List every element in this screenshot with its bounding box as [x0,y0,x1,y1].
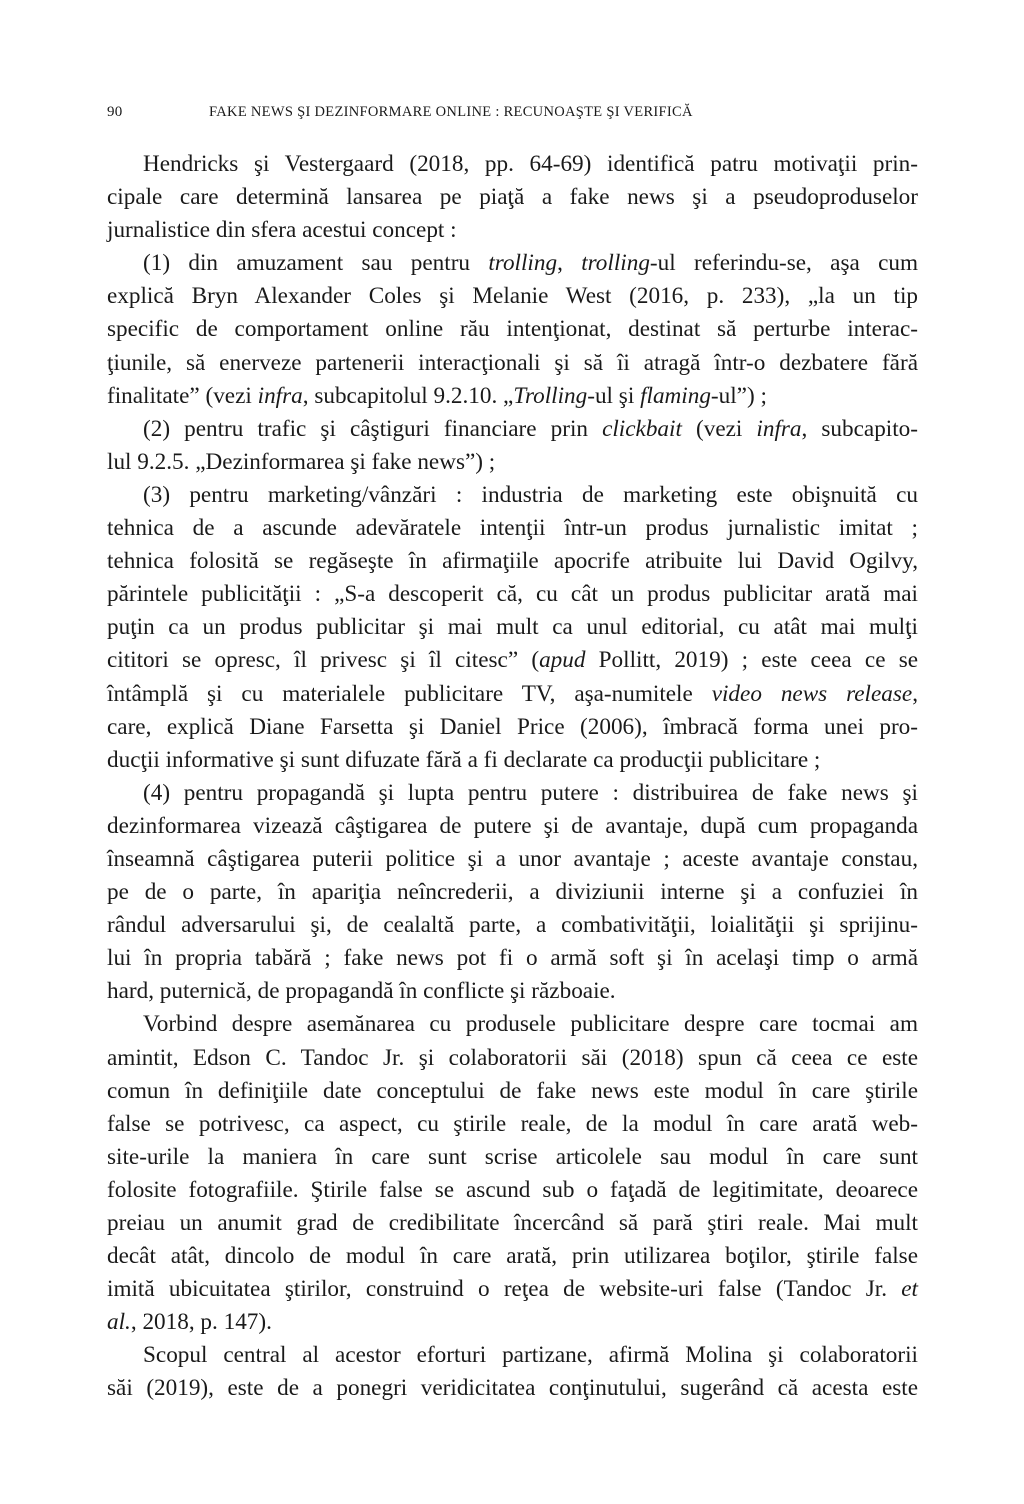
text-segment: , subcapito- [801,415,918,442]
text-segment: jurnalistice din sfera acestui concept : [107,217,457,244]
text-segment: Vorbind despre asemănarea cu produsele publicitare despre care tocmai am [143,1011,918,1038]
text-segment: explică Bryn Alexander Coles şi Melanie West (2016, p. 233), „la un tip [107,283,918,310]
text-line [107,1141,918,1174]
text-segment: comun în definiţiile date conceptului de fake news este modul în care ştirile [107,1077,918,1104]
text-segment: tehnica de a ascunde adevăratele intenţii într-un produs jurnalistic imitat ; [107,515,918,542]
text-line [107,1008,918,1041]
text-line [107,1042,918,1075]
text-line [107,181,918,214]
text-segment: , 2018, p. 147). [130,1309,272,1336]
text-segment: Pollitt, 2019) ; este ceea ce se [585,647,919,674]
page-number: 90 [107,104,123,120]
italic-term: infra [257,382,303,409]
text-line [107,1174,918,1207]
text-line [107,313,918,346]
text-line [107,247,918,280]
text-segment: (1) din amuzament sau pentru [143,250,489,277]
text-segment: tehnica folosită se regăseşte în afirmaţiile apocrife atribuite lui David Ogilvy, [107,548,918,575]
paragraph-intro [107,148,918,247]
paragraph-tandoc [107,1008,918,1339]
text-line [107,711,918,744]
italic-term: et [901,1276,918,1303]
text-segment: lui în propria tabără ; fake news pot fi o armă soft şi în acelaşi timp o armă [107,945,918,972]
page-body-text [107,148,918,1406]
italic-term: flaming [640,382,711,409]
text-line [107,280,918,313]
text-segment: preiau un anumit grad de credibilitate încercând să pară ştiri reale. Mai mult [107,1210,918,1236]
text-segment: întâmplă şi cu materialele publicitare TV, aşa-numitele [107,680,712,707]
text-line [107,644,918,677]
italic-term: apud [539,647,586,674]
text-line [107,1306,918,1339]
text-segment: săi (2019), este de a ponegri veridicitatea conţinutului, sugerând că acesta este [107,1375,918,1402]
text-line [107,347,918,380]
text-line [107,1372,918,1405]
text-line [107,744,918,777]
text-segment: finalitate” (vezi [107,382,258,409]
text-line [107,1108,918,1141]
text-segment: imită ubicuitatea ştirilor, construind o reţea de website-uri false (Tandoc Jr. [107,1276,902,1303]
italic-term: clickbait [602,415,682,442]
text-segment: dezinformarea vizează câştigarea de putere şi de avantaje, după cum propaganda [107,812,918,839]
italic-term: trolling [581,250,650,277]
text-segment: , [912,680,918,707]
text-line [107,578,918,611]
text-segment: specific de comportament online rău intenţionat, destinat să perturbe interac- [107,316,918,343]
text-line [107,678,918,711]
text-line [107,777,918,810]
text-segment: , subcapitolul 9.2.10. „ [302,382,514,409]
running-header [107,104,918,128]
text-segment: (4) pentru propagandă şi lupta pentru putere : distribuirea de fake news şi [143,779,918,806]
text-segment: cititori se opresc, îl privesc şi îl citesc” ( [107,647,540,674]
text-segment: (3) pentru marketing/vânzări : industria de marketing este obişnuită cu [143,481,918,508]
text-segment: site-urile la maniera în care sunt scrise articolele sau modul în care sunt [107,1143,918,1170]
text-line [107,876,918,909]
italic-term: trolling [488,250,558,277]
text-segment: , [557,250,582,277]
text-segment: Scopul central al acestor eforturi partizane, afirmă Molina şi colaboratorii [143,1342,918,1369]
text-segment: părintele publicităţii : „S-a descoperit că, cu cât un produs publicitar arată mai [107,581,918,608]
text-segment: hard, puternică, de propagandă în conflicte şi războaie. [107,978,616,1005]
paragraph-item-4 [107,777,918,1009]
text-segment: ducţii informative şi sunt difuzate fără a fi declarate ca producţii publicitare ; [107,746,821,773]
italic-term: infra [756,415,802,442]
text-segment: ţiunile, să enerveze partenerii interacţionali şi să îi atragă într-o dezbatere fără [107,349,918,376]
italic-term: Trolling [513,382,588,409]
text-segment: decât atât, dincolo de modul în care arată, prin utilizarea boţilor, ştirile false [107,1243,918,1270]
text-line [107,1240,918,1273]
text-segment: lul 9.2.5. „Dezinformarea şi fake news”) ; [107,448,496,475]
text-line [107,1339,918,1372]
text-segment: -ul”) ; [710,382,767,409]
text-segment: puţin ca un produs publicitar şi mai mult ca unul editorial, cu atât mai mulţi [107,614,918,641]
text-segment: pe de o parte, în apariţia neîncrederii, a diviziunii interne şi a confuziei în [107,879,918,906]
text-line [107,975,918,1008]
running-title: FAKE NEWS ŞI DEZINFORMARE ONLINE : RECUNOAŞTE ŞI VERIFICĂ [209,104,693,120]
text-line [107,611,918,644]
text-line [107,942,918,975]
text-line [107,545,918,578]
paragraph-item-1 [107,247,918,412]
text-line [107,1075,918,1108]
text-segment: folosite fotografiile. Ştirile false se ascund sub o faţadă de legitimitate, deoarece [107,1176,918,1203]
paragraph-molina [107,1339,918,1405]
text-segment: înseamnă câştigarea puterii politice şi a unor avantaje ; aceste avantaje constau, [107,845,918,872]
text-line [107,810,918,843]
text-segment: amintit, Edson C. Tandoc Jr. şi colaboratorii săi (2018) spun că ceea ce este [107,1044,918,1071]
text-line [107,843,918,876]
text-line [107,380,918,413]
text-line [107,446,918,479]
text-segment: (vezi [681,415,757,442]
text-segment: false se potrivesc, ca aspect, cu ştirile reale, de la modul în care arată web- [107,1110,918,1137]
text-line [107,1273,918,1306]
text-line [107,479,918,512]
italic-term: al. [107,1309,131,1336]
text-line [107,214,918,247]
text-line [107,148,918,181]
text-segment: -ul şi [587,382,641,409]
text-segment: cipale care determină lansarea pe piaţă a fake news şi a pseudoproduselor [107,184,918,211]
text-line [107,909,918,942]
text-line [107,512,918,545]
text-line [107,413,918,446]
text-segment: care, explică Diane Farsetta şi Daniel Price (2006), îmbracă forma unei pro- [107,713,918,740]
paragraph-item-3 [107,479,918,777]
text-segment: (2) pentru trafic şi câştiguri financiare prin [143,415,603,442]
text-segment: -ul referindu-se, aşa cum [649,250,919,277]
italic-term: video news release [711,680,913,707]
text-segment: rândul adversarului şi, de cealaltă parte, a combativităţii, loialităţii şi sprijinu- [107,912,918,939]
text-line [107,1207,918,1240]
text-segment: Hendricks şi Vestergaard (2018, pp. 64-69) identifică patru motivaţii prin- [143,151,918,177]
paragraph-item-2 [107,413,918,479]
